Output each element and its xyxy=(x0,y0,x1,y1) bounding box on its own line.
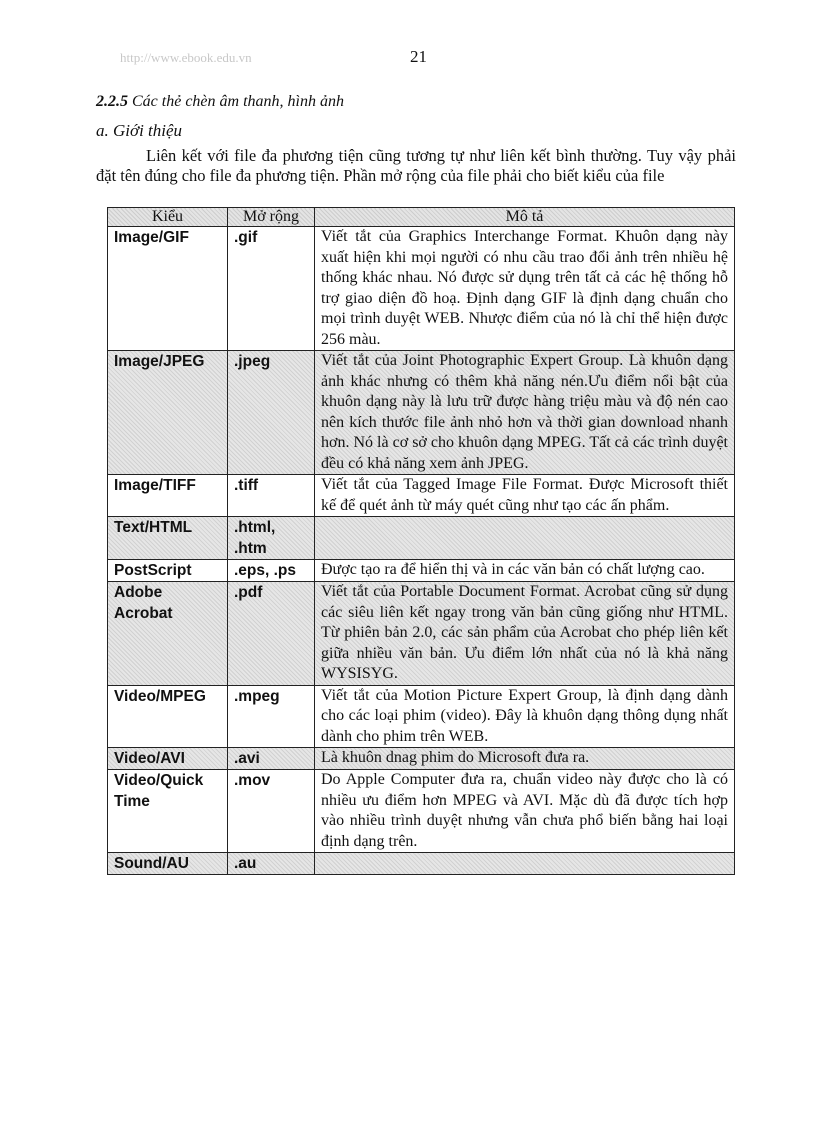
cell-extension: .mpeg xyxy=(228,685,315,748)
section-title: Các thẻ chèn âm thanh, hình ảnh xyxy=(132,93,344,110)
subsection-heading: a. Giới thiệu xyxy=(96,121,183,140)
cell-kind: Text/HTML xyxy=(108,517,228,560)
cell-kind: PostScript xyxy=(108,560,228,582)
cell-extension: .jpeg xyxy=(228,351,315,475)
table-row xyxy=(108,227,735,351)
table-row xyxy=(108,685,735,748)
table-row xyxy=(108,748,735,770)
header-extension: Mở rộng xyxy=(228,208,315,227)
cell-description: Viết tắt của Joint Photographic Expert Group. Là khuôn dạng ảnh khác nhưng có thêm khả năng nén.Ưu điểm nổi bật của khuôn dạng này là lưu trữ được hàng triệu màu và độ nén cao nên kích thước file ảnh nhỏ hơn và thời gian download nhanh hơn. Nó là cơ sở cho khuôn dạng MPEG. Tất cả các trình duyệt đều có khả năng xem ảnh JPEG. xyxy=(315,351,735,475)
table-row xyxy=(108,475,735,517)
cell-description: Viết tắt của Motion Picture Expert Group, là định dạng dành cho các loại phim (video). Đây là khuôn dạng thông dụng nhất dành cho phim trên WEB. xyxy=(315,685,735,748)
cell-extension: .avi xyxy=(228,748,315,770)
cell-extension: .html, .htm xyxy=(228,517,315,560)
cell-description: Là khuôn dnag phim do Microsoft đưa ra. xyxy=(315,748,735,770)
cell-kind: Video/Quick Time xyxy=(108,770,228,853)
cell-extension: .mov xyxy=(228,770,315,853)
intro-text: Liên kết với file đa phương tiện cũng tương tự như liên kết bình thường. Tuy vậy phải đặt tên đúng cho file đa phương tiện. Phần mở rộng của file phải cho biết kiểu của file xyxy=(96,146,736,185)
cell-kind: Video/MPEG xyxy=(108,685,228,748)
cell-kind: Sound/AU xyxy=(108,853,228,875)
table-row xyxy=(108,560,735,582)
table-row xyxy=(108,351,735,475)
table-header-row xyxy=(108,208,735,227)
cell-extension: .tiff xyxy=(228,475,315,517)
cell-extension: .au xyxy=(228,853,315,875)
cell-description xyxy=(315,853,735,875)
cell-description: Viết tắt của Portable Document Format. Acrobat cũng sử dụng các siêu liên kết ngay trong văn bản cũng giống như HTML. Từ phiên bản 2.0, các sản phẩm của Acrobat cho phép liên kết giữa nhiều văn bản. Ưu điểm lớn nhất của nó là khả năng WYSISYG. xyxy=(315,582,735,686)
table-row xyxy=(108,853,735,875)
cell-kind: Video/AVI xyxy=(108,748,228,770)
cell-description: Do Apple Computer đưa ra, chuẩn video này được cho là có nhiều ưu điểm hơn MPEG và AVI. Mặc dù đã được tích hợp vào nhiều trình duyệt nhưng vẫn chưa phổ biến bằng hai loại định dạng trên. xyxy=(315,770,735,853)
cell-extension: .pdf xyxy=(228,582,315,686)
watermark-url: http://www.ebook.edu.vn xyxy=(120,50,252,65)
header-kind: Kiểu xyxy=(108,208,228,227)
header-description: Mô tả xyxy=(315,208,735,227)
cell-description: Viết tắt của Graphics Interchange Format. Khuôn dạng này xuất hiện khi mọi người có nhu cầu trao đổi ảnh trên nhiều hệ thống khác nhau. Nó được sử dụng trên tất cả các hệ thống hỗ trợ giao diện đồ hoạ. Định dạng GIF là định dạng chuẩn cho mọi trình duyệt WEB. Nhược điểm của nó là chỉ thể hiện được 256 màu. xyxy=(315,227,735,351)
cell-kind: Adobe Acrobat xyxy=(108,582,228,686)
table-row xyxy=(108,770,735,853)
table-row xyxy=(108,517,735,560)
section-number: 2.2.5 xyxy=(96,93,128,110)
section-heading xyxy=(96,93,344,111)
cell-extension: .gif xyxy=(228,227,315,351)
cell-description xyxy=(315,517,735,560)
table-row xyxy=(108,582,735,686)
page-number: 21 xyxy=(410,47,427,66)
cell-description: Viết tắt của Tagged Image File Format. Được Microsoft thiết kế để quét ảnh từ máy quét cũng như tạo các ấn phẩm. xyxy=(315,475,735,517)
cell-description: Được tạo ra để hiển thị và in các văn bản có chất lượng cao. xyxy=(315,560,735,582)
cell-kind: Image/JPEG xyxy=(108,351,228,475)
cell-kind: Image/GIF xyxy=(108,227,228,351)
cell-extension: .eps, .ps xyxy=(228,560,315,582)
intro-paragraph xyxy=(96,146,736,186)
cell-kind: Image/TIFF xyxy=(108,475,228,517)
file-types-table xyxy=(107,207,735,875)
